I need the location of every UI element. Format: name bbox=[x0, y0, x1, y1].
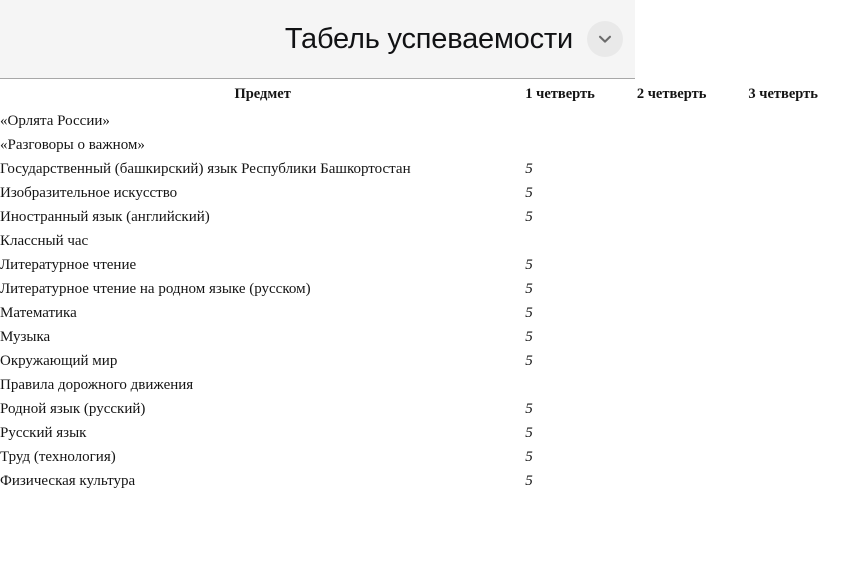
table-row[interactable] bbox=[0, 469, 860, 493]
cell-grade-term1: 5 bbox=[525, 305, 533, 321]
table-row[interactable] bbox=[0, 445, 860, 469]
cell-subject: «Орлята России» bbox=[0, 113, 110, 129]
cell-grade-term1: 5 bbox=[525, 473, 533, 489]
column-header-term3: 3 четверть bbox=[748, 86, 818, 102]
cell-grade-term3 bbox=[748, 229, 860, 253]
cell-grade-term3 bbox=[748, 253, 860, 277]
cell-grade-term3 bbox=[748, 349, 860, 373]
cell-grade-term3 bbox=[748, 277, 860, 301]
table-row[interactable] bbox=[0, 301, 860, 325]
cell-subject: Математика bbox=[0, 305, 77, 321]
cell-subject: Окружающий мир bbox=[0, 353, 118, 369]
cell-subject: Классный час bbox=[0, 233, 89, 249]
cell-grade-term2 bbox=[637, 445, 749, 469]
cell-grade-term3 bbox=[748, 373, 860, 397]
table-row[interactable] bbox=[0, 421, 860, 445]
cell-grade-term1: 5 bbox=[525, 353, 533, 369]
table-header bbox=[0, 79, 860, 109]
table-row[interactable] bbox=[0, 325, 860, 349]
column-header-term2: 2 четверть bbox=[636, 86, 707, 102]
cell-grade-term1: 5 bbox=[525, 161, 533, 177]
cell-grade-term2 bbox=[637, 205, 749, 229]
cell-grade-term2 bbox=[637, 397, 749, 421]
cell-grade-term3 bbox=[748, 109, 860, 133]
report-body bbox=[0, 79, 818, 560]
cell-grade-term2 bbox=[637, 181, 749, 205]
cell-grade-term3 bbox=[748, 445, 860, 469]
cell-grade-term1: 5 bbox=[525, 281, 533, 297]
cell-subject: Литературное чтение bbox=[0, 257, 137, 273]
app-header bbox=[0, 0, 635, 79]
table-row[interactable] bbox=[0, 253, 860, 277]
table-row[interactable] bbox=[0, 229, 860, 253]
cell-subject: «Разговоры о важном» bbox=[0, 137, 145, 153]
cell-grade-term2 bbox=[637, 229, 749, 253]
cell-subject: Литературное чтение на родном языке (русском) bbox=[0, 281, 311, 297]
cell-grade-term2 bbox=[637, 277, 749, 301]
page-title: Табель успеваемости bbox=[284, 22, 573, 55]
cell-subject: Государственный (башкирский) язык Республики Башкортостан bbox=[0, 161, 411, 177]
cell-grade-term2 bbox=[637, 373, 749, 397]
cell-grade-term1: 5 bbox=[525, 401, 533, 417]
table-row[interactable] bbox=[0, 349, 860, 373]
cell-subject: Русский язык bbox=[0, 425, 87, 441]
cell-grade-term2 bbox=[637, 421, 749, 445]
cell-grade-term1: 5 bbox=[525, 185, 533, 201]
cell-grade-term2 bbox=[637, 133, 749, 157]
cell-grade-term1: 5 bbox=[525, 257, 533, 273]
cell-grade-term3 bbox=[748, 325, 860, 349]
column-header-subject: Предмет bbox=[234, 86, 291, 102]
cell-grade-term3 bbox=[748, 301, 860, 325]
cell-grade-term1 bbox=[525, 373, 637, 397]
chevron-down-icon bbox=[595, 29, 615, 49]
cell-grade-term2 bbox=[637, 109, 749, 133]
cell-grade-term2 bbox=[637, 349, 749, 373]
table-header-row bbox=[0, 79, 860, 109]
cell-subject: Физическая культура bbox=[0, 473, 136, 489]
cell-grade-term3 bbox=[748, 421, 860, 445]
cell-grade-term3 bbox=[748, 397, 860, 421]
collapse-toggle-button[interactable] bbox=[587, 21, 623, 57]
cell-grade-term1 bbox=[525, 109, 637, 133]
cell-grade-term3 bbox=[748, 133, 860, 157]
table-row[interactable] bbox=[0, 157, 860, 181]
table-row[interactable] bbox=[0, 373, 860, 397]
table-row[interactable] bbox=[0, 205, 860, 229]
table-row[interactable] bbox=[0, 133, 860, 157]
cell-subject: Труд (технология) bbox=[0, 449, 116, 465]
cell-grade-term3 bbox=[748, 205, 860, 229]
cell-grade-term2 bbox=[637, 157, 749, 181]
cell-grade-term1: 5 bbox=[525, 329, 533, 345]
cell-grade-term1 bbox=[525, 133, 637, 157]
cell-grade-term1 bbox=[525, 229, 637, 253]
cell-subject: Родной язык (русский) bbox=[0, 401, 146, 417]
cell-grade-term2 bbox=[637, 301, 749, 325]
cell-subject: Музыка bbox=[0, 329, 51, 345]
cell-grade-term3 bbox=[748, 181, 860, 205]
table-row[interactable] bbox=[0, 181, 860, 205]
cell-grade-term1: 5 bbox=[525, 209, 533, 225]
cell-grade-term2 bbox=[637, 469, 749, 493]
table-body bbox=[0, 109, 860, 493]
cell-subject: Изобразительное искусство bbox=[0, 185, 178, 201]
grades-table bbox=[0, 79, 860, 493]
cell-grade-term2 bbox=[637, 325, 749, 349]
cell-grade-term1: 5 bbox=[525, 449, 533, 465]
cell-subject: Иностранный язык (английский) bbox=[0, 209, 210, 225]
column-header-term1: 1 четверть bbox=[525, 86, 595, 102]
table-row[interactable] bbox=[0, 277, 860, 301]
table-row[interactable] bbox=[0, 397, 860, 421]
cell-grade-term3 bbox=[748, 469, 860, 493]
cell-grade-term2 bbox=[637, 253, 749, 277]
cell-subject: Правила дорожного движения bbox=[0, 377, 194, 393]
table-row[interactable] bbox=[0, 109, 860, 133]
cell-grade-term1: 5 bbox=[525, 425, 533, 441]
cell-grade-term3 bbox=[748, 157, 860, 181]
